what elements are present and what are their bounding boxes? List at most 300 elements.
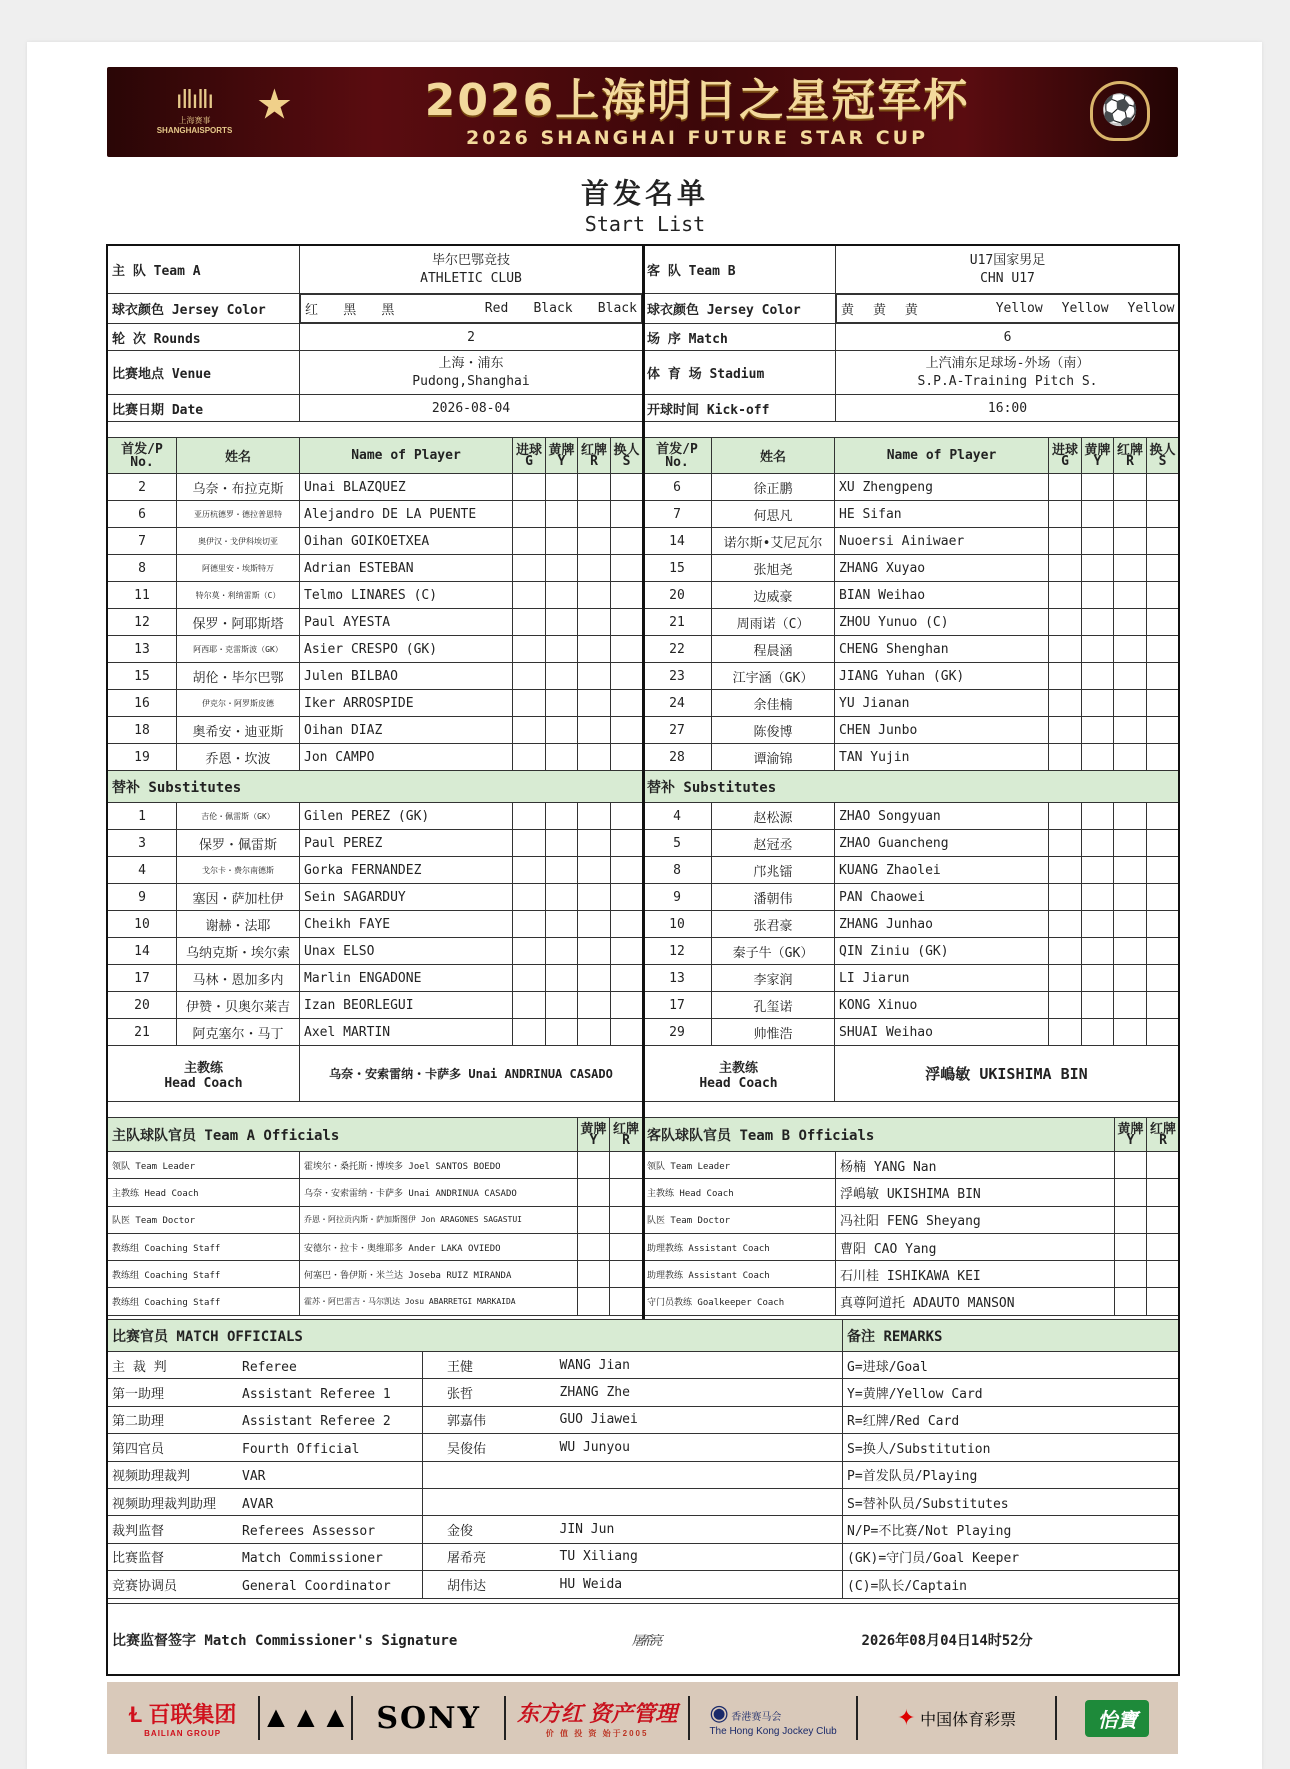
team-a-player-name-en: Gorka FERNANDEZ [300,857,513,884]
team-b-player-name-en: ZHANG Junhao [835,911,1049,938]
team-b-yellow-cell [1082,474,1114,501]
remark-item: (C)=队长/Captain [843,1571,1180,1598]
team-b-goal-cell [1049,555,1082,582]
team-b-goal-cell [1049,911,1082,938]
team-b-player-name-en: ZHOU Yunuo (C) [835,609,1049,636]
team-a-player-name-en: Oihan DIAZ [300,717,513,744]
bailian-logo-icon: Ɫ [128,1702,143,1727]
lottery-logo-icon: ✦ [897,1705,916,1730]
team-a-player-name-cn: 保罗・佩雷斯 [177,830,300,857]
team-b-yellow-cell [1082,857,1114,884]
team-b-player-name-cn: 余佳楠 [712,690,835,717]
official-name-cn: 屠希亮 [423,1543,556,1570]
official-name-en: JIN Jun [556,1516,843,1543]
team-a-yellow-cell [546,803,578,830]
team-a-goal-cell [513,582,546,609]
team-b-yellow-cell [1082,609,1114,636]
official-name-cn [423,1461,556,1488]
team-a-player-no: 4 [108,857,177,884]
team-b-player-no: 13 [643,965,712,992]
team-a-yellow-cell [546,884,578,911]
team-b-red-cell [1114,636,1147,663]
team-b-yellow-cell [1082,744,1114,771]
team-a-header-r: 红牌 R [578,438,611,474]
team-b-official-name: 浮嶋敏 UKISHIMA BIN [836,1179,1115,1206]
team-a-player-no: 20 [108,992,177,1019]
team-a-goal-cell [513,528,546,555]
team-b-player-name-en: Nuoersi Ainiwaer [835,528,1049,555]
team-a-player-name-en: Adrian ESTEBAN [300,555,513,582]
remark-item: (GK)=守门员/Goal Keeper [843,1543,1180,1570]
remark-item: N/P=不比赛/Not Playing [843,1516,1180,1543]
team-b-red-cell [1114,744,1147,771]
team-a-player-name-cn: 奥希安・迪亚斯 [177,717,300,744]
team-a-player-no: 18 [108,717,177,744]
team-b-player-name-en: QIN Ziniu (GK) [835,938,1049,965]
team-a-player-no: 7 [108,528,177,555]
team-a-official-name: 何塞巴・鲁伊斯・米兰达 Joseba RUIZ MIRANDA [300,1261,578,1288]
stadium-value: 上汽浦东足球场-外场（南） S.P.A-Training Pitch S. [836,351,1180,395]
team-a-goal-cell [513,663,546,690]
team-b-player-no: 10 [643,911,712,938]
official-role: 主 裁 判 Referee [108,1352,423,1379]
official-name-en: ZHANG Zhe [556,1379,843,1406]
team-a-yellow-cell [546,965,578,992]
team-b-official-name: 真尊阿道托 ADAUTO MANSON [836,1288,1115,1315]
team-a-sub-cell [611,528,643,555]
team-b-player-name-cn: 江宇涵（GK） [712,663,835,690]
team-a-player-no: 2 [108,474,177,501]
team-b-sub-cell [1147,1019,1179,1046]
team-b-official-role: 队医 Team Doctor [643,1206,836,1233]
star-icon: ★ [257,67,292,133]
team-b-yellow-cell [1082,938,1114,965]
remark-item: S=替补队员/Substitutes [843,1488,1180,1515]
team-a-goal-cell [513,938,546,965]
official-name-cn: 王健 [423,1352,556,1379]
jersey-a-label: 球衣颜色 Jersey Color [108,294,300,324]
team-b-player-name-en: ZHAO Songyuan [835,803,1049,830]
team-a-yellow-cell [546,582,578,609]
team-b-header-s: 换人 S [1147,438,1179,474]
team-a-yellow-cell [546,857,578,884]
team-a-official-role: 队医 Team Doctor [108,1206,300,1233]
team-b-official-yellow [1115,1206,1147,1233]
team-a-header-no: 首发/P No. [108,438,177,474]
team-a-goal-cell [513,717,546,744]
team-b-yellow-cell [1082,555,1114,582]
team-b-player-name-en: CHEN Junbo [835,717,1049,744]
sponsor-bar [107,1682,1178,1754]
team-a-sub-cell [611,830,643,857]
team-a-sub-cell [611,992,643,1019]
team-b-yellow-cell [1082,663,1114,690]
remark-item: Y=黄牌/Yellow Card [843,1379,1180,1406]
match-label: 场 序 Match [643,324,836,351]
table-row [108,1352,1180,1379]
team-b-player-name-cn: 邝兆镭 [712,857,835,884]
team-a-sub-cell [611,609,643,636]
team-a-goal-cell [513,830,546,857]
official-name-en: TU Xiliang [556,1543,843,1570]
sponsor-hkjc: ◉ 香港赛马会 The Hong Kong Jockey Club [690,1696,858,1740]
team-a-player-name-cn: 保罗・阿耶斯塔 [177,609,300,636]
jersey-b-colors: 黄 黄 黄 Yellow Yellow Yellow [836,294,1180,323]
team-b-player-no: 23 [643,663,712,690]
official-role: 视频助理裁判助理 AVAR [108,1488,423,1515]
team-a-sub-cell [611,911,643,938]
shanghai-sports-logo: ıllıllı 上海赛事 SHANGHAISPORTS [147,85,242,135]
team-b-goal-cell [1049,717,1082,744]
team-b-player-name-en: CHENG Shenghan [835,636,1049,663]
team-a-official-name: 乔恩・阿拉贡内斯・萨加斯图伊 Jon ARAGONES SAGASTUI [300,1206,578,1233]
team-b-coach-name: 浮嶋敏 UKISHIMA BIN [835,1046,1179,1102]
rounds-label: 轮 次 Rounds [108,324,300,351]
team-a-sub-cell [611,636,643,663]
team-b-official-name: 冯社阳 FENG Sheyang [836,1206,1115,1233]
team-b-off-header-r: 红牌 R [1147,1118,1180,1152]
team-a-yellow-cell [546,501,578,528]
team-a-player-name-en: Iker ARROSPIDE [300,690,513,717]
team-b-player-name-cn: 谭渝锦 [712,744,835,771]
official-name-en: WU Junyou [556,1434,843,1461]
team-b-goal-cell [1049,830,1082,857]
team-b-yellow-cell [1082,690,1114,717]
team-a-red-cell [578,911,611,938]
team-b-player-no: 29 [643,1019,712,1046]
team-b-name: U17国家男足 CHN U17 [836,246,1180,294]
team-b-header-y: 黄牌 Y [1082,438,1114,474]
table-row [108,1488,1180,1515]
kickoff-value: 16:00 [836,395,1180,422]
page-subtitle: Start List [584,212,706,236]
official-name-cn: 张哲 [423,1379,556,1406]
team-b-sub-cell [1147,717,1179,744]
team-b-goal-cell [1049,744,1082,771]
team-b-red-cell [1114,884,1147,911]
team-a-official-name: 霍苏・阿巴雷吉・马尔凯达 Josu ABARRETGI MARKAIDA [300,1288,578,1315]
team-a-sub-cell [611,501,643,528]
team-a-red-cell [578,803,611,830]
team-a-yellow-cell [546,636,578,663]
team-a-goal-cell [513,884,546,911]
team-b-player-name-en: YU Jianan [835,690,1049,717]
team-a-official-name: 乌奈・安索雷纳・卡萨多 Unai ANDRINUA CASADO [300,1179,578,1206]
team-a-sub-cell [611,474,643,501]
team-a-official-yellow [578,1152,610,1179]
team-a-player-name-en: Marlin ENGADONE [300,965,513,992]
team-a-official-red [610,1152,643,1179]
table-row [108,1434,1180,1461]
official-name-en [556,1488,843,1515]
team-a-yellow-cell [546,528,578,555]
team-a-red-cell [578,582,611,609]
official-role: 视频助理裁判 VAR [108,1461,423,1488]
team-b-player-name-cn: 边威豪 [712,582,835,609]
team-a-player-name-en: Julen BILBAO [300,663,513,690]
table-row [108,1461,1180,1488]
team-a-player-name-cn: 吉伦・佩雷斯（GK） [177,803,300,830]
team-b-yellow-cell [1082,830,1114,857]
team-b-sub-cell [1147,992,1179,1019]
team-b-official-role: 助理教练 Assistant Coach [643,1261,836,1288]
team-b-player-no: 24 [643,690,712,717]
team-a-player-name-cn: 乌纳克斯・埃尔索 [177,938,300,965]
remark-item: P=首发队员/Playing [843,1461,1180,1488]
team-b-red-cell [1114,992,1147,1019]
team-b-red-cell [1114,528,1147,555]
team-b-player-name-en: SHUAI Weihao [835,1019,1049,1046]
adidas-logo-icon: ▲▲▲ [261,1701,351,1734]
team-b-goal-cell [1049,663,1082,690]
team-a-red-cell [578,528,611,555]
team-b-official-yellow [1115,1152,1147,1179]
team-a-red-cell [578,663,611,690]
team-b-goal-cell [1049,582,1082,609]
team-b-player-name-cn: 帅惟浩 [712,1019,835,1046]
team-b-officials-title: 客队球队官员 Team B Officials [643,1118,1115,1152]
team-a-sub-cell [611,803,643,830]
team-b-official-name: 杨楠 YANG Nan [836,1152,1115,1179]
team-a-player-no: 14 [108,938,177,965]
team-b-player-name-cn: 程晨涵 [712,636,835,663]
team-a-sub-cell [611,582,643,609]
team-a-official-yellow [578,1261,610,1288]
date-label: 比赛日期 Date [108,395,300,422]
team-a-player-name-cn: 伊赞・贝奥尔莱吉 [177,992,300,1019]
team-b-player-name-cn: 赵松源 [712,803,835,830]
signature-datetime: 2026年08月04日14时52分 [858,1604,1180,1676]
team-b-player-no: 22 [643,636,712,663]
team-b-yellow-cell [1082,1019,1114,1046]
team-a-official-role: 教练组 Coaching Staff [108,1233,300,1260]
team-b-red-cell [1114,555,1147,582]
team-b-sub-cell [1147,636,1179,663]
official-name-cn: 郭嘉伟 [423,1406,556,1433]
stadium-label: 体 育 场 Stadium [643,351,836,395]
team-b-red-cell [1114,663,1147,690]
team-a-yellow-cell [546,1019,578,1046]
team-b-goal-cell [1049,1019,1082,1046]
team-a-official-red [610,1206,643,1233]
team-b-sub-cell [1147,830,1179,857]
team-a-player-no: 1 [108,803,177,830]
signature-table [107,1603,1180,1676]
team-a-sub-cell [611,1019,643,1046]
official-name-cn [423,1488,556,1515]
team-a-player-no: 9 [108,884,177,911]
team-b-sub-cell [1147,690,1179,717]
official-role: 第一助理 Assistant Referee 1 [108,1379,423,1406]
team-a-player-no: 11 [108,582,177,609]
team-a-goal-cell [513,911,546,938]
team-a-off-header-r: 红牌 R [610,1118,643,1152]
team-b-goal-cell [1049,609,1082,636]
team-a-goal-cell [513,803,546,830]
team-a-official-role: 主教练 Head Coach [108,1179,300,1206]
team-a-yellow-cell [546,663,578,690]
event-banner [107,67,1178,157]
team-b-official-role: 主教练 Head Coach [643,1179,836,1206]
venue-value: 上海・浦东 Pudong,Shanghai [300,351,643,395]
team-b-player-name-en: XU Zhengpeng [835,474,1049,501]
team-a-player-name-cn: 马林・恩加多内 [177,965,300,992]
team-b-header-g: 进球 G [1049,438,1082,474]
team-b-label: 客 队 Team B [643,246,836,294]
team-b-red-cell [1114,717,1147,744]
team-a-player-name-cn: 乔恩・坎波 [177,744,300,771]
jersey-b-label: 球衣颜色 Jersey Color [643,294,836,324]
team-a-player-name-en: Izan BEORLEGUI [300,992,513,1019]
team-b-player-name-cn: 李家润 [712,965,835,992]
team-b-official-yellow [1115,1288,1147,1315]
team-b-sub-cell [1147,474,1179,501]
team-b-header-no: 首发/P No. [643,438,712,474]
official-name-en: WANG Jian [556,1352,843,1379]
team-b-player-name-cn: 何思凡 [712,501,835,528]
team-b-goal-cell [1049,636,1082,663]
team-b-official-red [1147,1206,1180,1233]
team-a-red-cell [578,857,611,884]
team-a-red-cell [578,690,611,717]
official-name-en: HU Weida [556,1571,843,1598]
team-b-player-no: 12 [643,938,712,965]
team-b-player-no: 14 [643,528,712,555]
table-row [108,1516,1180,1543]
team-a-player-name-cn: 戈尔卡・费尔南德斯 [177,857,300,884]
team-b-player-name-en: LI Jiarun [835,965,1049,992]
team-a-player-name-en: Paul PEREZ [300,830,513,857]
team-a-player-no: 17 [108,965,177,992]
team-a-goal-cell [513,636,546,663]
team-a-coach-label: 主教练 Head Coach [108,1046,300,1102]
team-b-sub-cell [1147,555,1179,582]
team-b-player-no: 20 [643,582,712,609]
team-b-red-cell [1114,830,1147,857]
team-b-yellow-cell [1082,636,1114,663]
official-role: 第四官员 Fourth Official [108,1434,423,1461]
team-b-yellow-cell [1082,501,1114,528]
team-a-header-y: 黄牌 Y [546,438,578,474]
team-a-player-name-cn: 奥伊汉・戈伊科埃切亚 [177,528,300,555]
team-b-official-red [1147,1152,1180,1179]
team-b-player-name-en: TAN Yujin [835,744,1049,771]
team-a-goal-cell [513,965,546,992]
team-a-player-name-cn: 乌奈・布拉克斯 [177,474,300,501]
team-a-player-name-en: Axel MARTIN [300,1019,513,1046]
official-name-en: GUO Jiawei [556,1406,843,1433]
team-a-official-red [610,1288,643,1315]
team-b-header-name-cn: 姓名 [712,438,835,474]
team-a-goal-cell [513,1019,546,1046]
team-b-player-name-en: ZHAO Guancheng [835,830,1049,857]
team-b-yellow-cell [1082,803,1114,830]
table-row [108,1571,1180,1598]
team-b-player-name-cn: 周雨诺（C） [712,609,835,636]
team-a-red-cell [578,965,611,992]
team-b-header-r: 红牌 R [1114,438,1147,474]
team-b-yellow-cell [1082,528,1114,555]
team-a-official-role: 教练组 Coaching Staff [108,1261,300,1288]
cup-emblem-icon: ⚽ [1090,81,1150,141]
team-b-official-red [1147,1233,1180,1260]
team-a-header-name-en: Name of Player [300,438,513,474]
team-a-subs-title: 替补 Substitutes [108,771,643,803]
team-b-player-name-en: JIANG Yuhan (GK) [835,663,1049,690]
team-a-official-yellow [578,1206,610,1233]
hkjc-logo-icon: ◉ [709,1699,729,1725]
team-b-player-no: 17 [643,992,712,1019]
team-a-yellow-cell [546,717,578,744]
banner-title-cn: 2026上海明日之星冠军杯 [424,75,970,126]
team-a-red-cell [578,609,611,636]
team-b-red-cell [1114,1019,1147,1046]
team-b-sub-cell [1147,663,1179,690]
team-a-name: 毕尔巴鄂竞技 ATHLETIC CLUB [300,246,643,294]
team-a-official-yellow [578,1233,610,1260]
team-b-player-no: 21 [643,609,712,636]
team-a-player-name-en: Sein SAGARDUY [300,884,513,911]
team-a-player-name-cn: 阿西耶・克雷斯波（GK） [177,636,300,663]
team-b-player-no: 15 [643,555,712,582]
team-a-sub-cell [611,857,643,884]
team-a-goal-cell [513,857,546,884]
team-a-sub-cell [611,663,643,690]
team-a-player-name-cn: 特尔莫・利纳雷斯（C） [177,582,300,609]
team-b-header-name-en: Name of Player [835,438,1049,474]
team-a-goal-cell [513,474,546,501]
team-b-player-name-cn: 徐正鹏 [712,474,835,501]
team-b-goal-cell [1049,884,1082,911]
team-a-yellow-cell [546,744,578,771]
team-a-sub-cell [611,938,643,965]
team-a-goal-cell [513,609,546,636]
team-b-official-role: 守门员教练 Goalkeeper Coach [643,1288,836,1315]
team-b-goal-cell [1049,474,1082,501]
match-value: 6 [836,324,1180,351]
team-a-yellow-cell [546,830,578,857]
team-b-sub-cell [1147,744,1179,771]
team-b-goal-cell [1049,965,1082,992]
team-a-sub-cell [611,884,643,911]
team-a-player-name-en: Unai BLAZQUEZ [300,474,513,501]
team-a-off-header-y: 黄牌 Y [578,1118,610,1152]
team-a-goal-cell [513,992,546,1019]
team-b-player-name-cn: 孔玺诺 [712,992,835,1019]
team-a-official-red [610,1179,643,1206]
team-b-red-cell [1114,582,1147,609]
team-a-sub-cell [611,717,643,744]
team-a-player-name-cn: 阿德里安・埃斯特万 [177,555,300,582]
team-b-yellow-cell [1082,884,1114,911]
venue-label: 比赛地点 Venue [108,351,300,395]
team-a-red-cell [578,717,611,744]
team-b-official-role: 助理教练 Assistant Coach [643,1233,836,1260]
team-b-sub-cell [1147,609,1179,636]
team-b-goal-cell [1049,690,1082,717]
team-a-official-red [610,1233,643,1260]
kickoff-label: 开球时间 Kick-off [643,395,836,422]
team-b-yellow-cell [1082,717,1114,744]
team-b-player-no: 5 [643,830,712,857]
team-a-official-yellow [578,1288,610,1315]
team-a-sub-cell [611,555,643,582]
team-b-yellow-cell [1082,992,1114,1019]
team-b-sub-cell [1147,582,1179,609]
team-b-red-cell [1114,938,1147,965]
team-a-player-no: 16 [108,690,177,717]
sponsor-sony: SONY [353,1696,506,1740]
